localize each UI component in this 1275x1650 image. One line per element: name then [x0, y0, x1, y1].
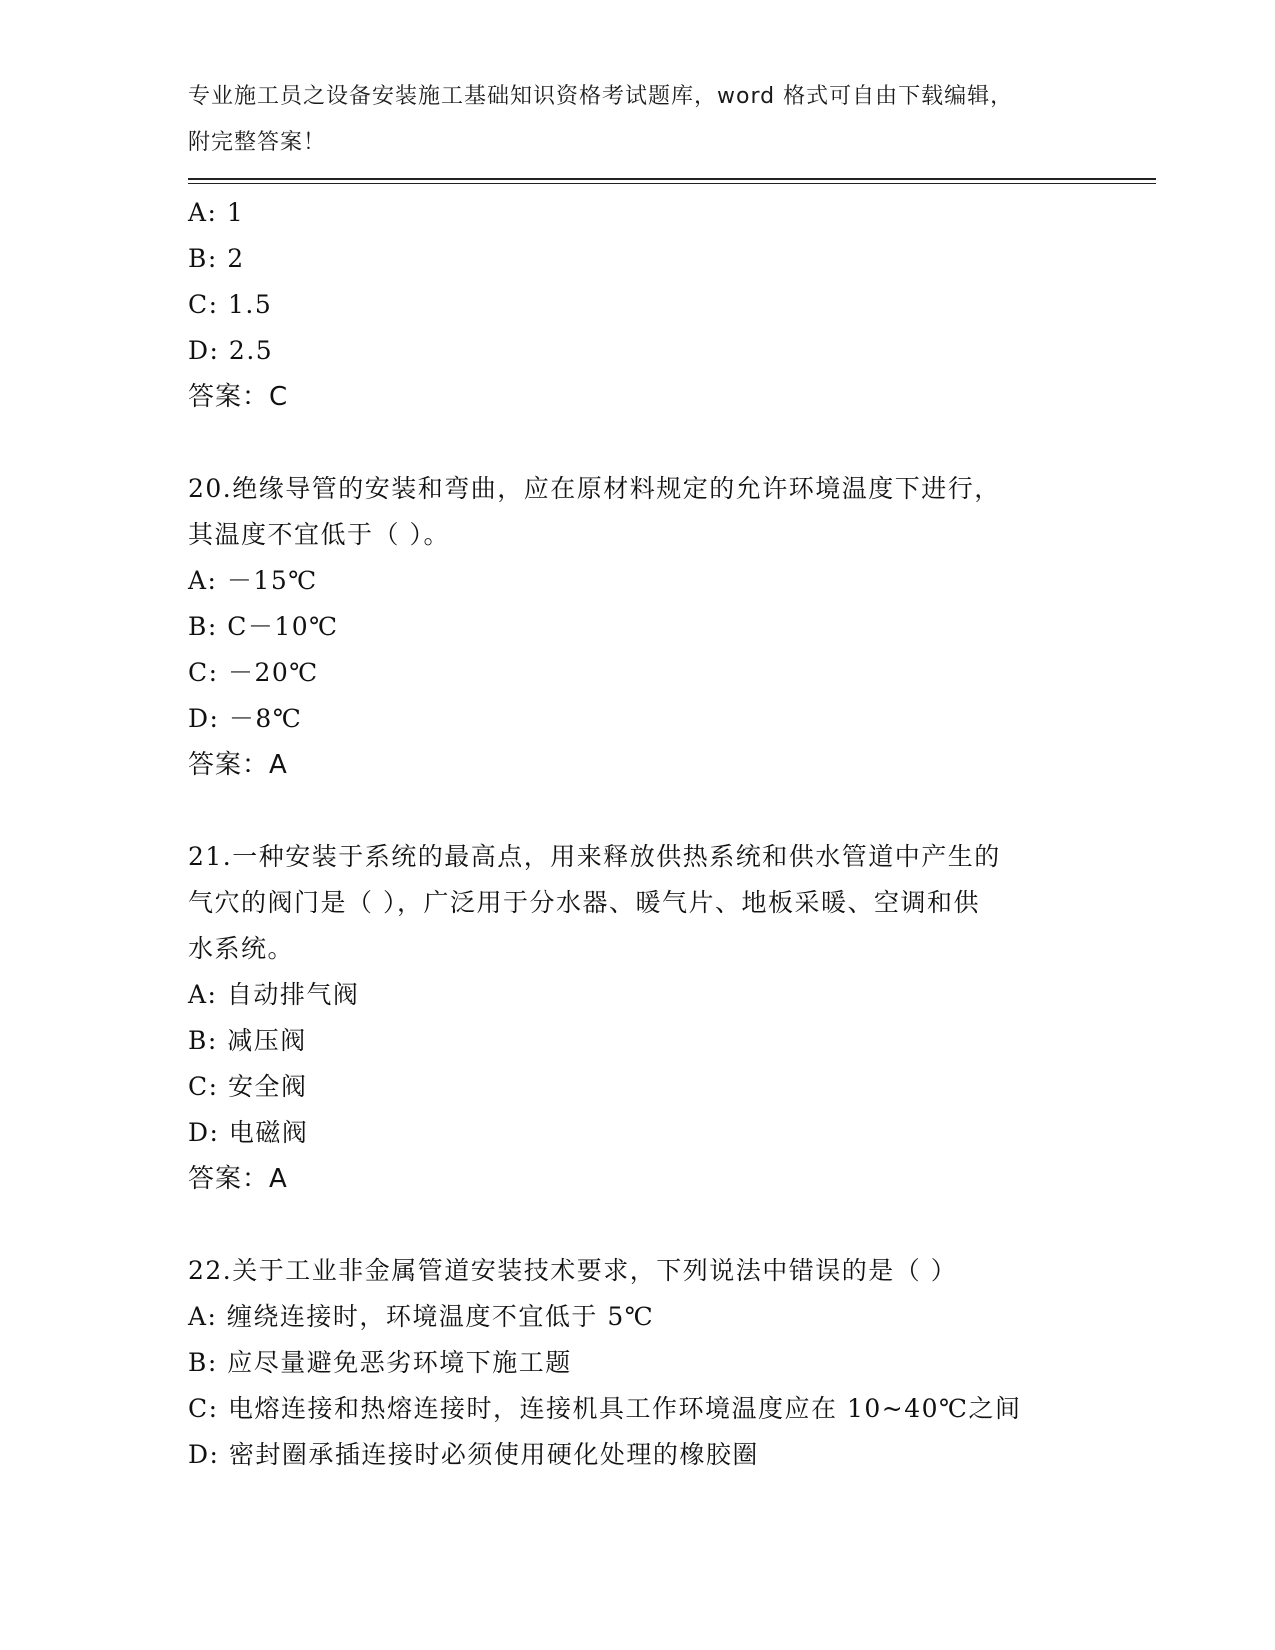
question-stem-line: 水系统。 [188, 934, 295, 963]
question-20 [188, 466, 1088, 788]
header-divider-thick [188, 178, 1156, 180]
option-b: B: 减压阀 [188, 1026, 307, 1055]
header-divider-thin [188, 183, 1156, 184]
header-line-1: 专业施工员之设备安装施工基础知识资格考试题库，word 格式可自由下载编辑， [188, 84, 1014, 109]
question-stem-line: 其温度不宜低于（ ）。 [188, 520, 450, 549]
question-stem-line: 22.关于工业非金属管道安装技术要求，下列说法中错误的是（ ） [188, 1256, 958, 1285]
spacer [188, 1202, 1088, 1248]
document-header [188, 74, 1088, 166]
option-a: A: 缠绕连接时，环境温度不宜低于 5℃ [188, 1302, 655, 1331]
option-b: B: 应尽量避免恶劣环境下施工题 [188, 1348, 572, 1377]
option-a: A: 自动排气阀 [188, 980, 360, 1009]
answer: 答案：C [188, 382, 289, 412]
question-stem-line: 20.绝缘导管的安装和弯曲，应在原材料规定的允许环境温度下进行， [188, 474, 1001, 503]
question-stem-line: 21.一种安装于系统的最高点，用来释放供热系统和供水管道中产生的 [188, 842, 1001, 871]
option-d: D: 密封圈承插连接时必须使用硬化处理的橡胶圈 [188, 1440, 759, 1469]
question-21 [188, 834, 1088, 1202]
question-list [188, 190, 1088, 1478]
spacer [188, 420, 1088, 466]
option-b: B: C－10℃ [188, 612, 339, 641]
option-c: C: －20℃ [188, 658, 319, 687]
question-stem-line: 气穴的阀门是（ ），广泛用于分水器、暖气片、地板采暖、空调和供 [188, 888, 980, 917]
option-a: A: 1 [188, 198, 245, 227]
question-22 [188, 1248, 1088, 1478]
option-d: D: －8℃ [188, 704, 303, 733]
option-c: C: 安全阀 [188, 1072, 308, 1101]
option-a: A: －15℃ [188, 566, 318, 595]
option-c: C: 1.5 [188, 290, 273, 319]
header-line-2: 附完整答案！ [188, 130, 327, 155]
answer: 答案：A [188, 1164, 288, 1194]
answer: 答案：A [188, 750, 288, 780]
question-19 [188, 190, 1088, 420]
spacer [188, 788, 1088, 834]
option-d: D: 2.5 [188, 336, 274, 365]
option-d: D: 电磁阀 [188, 1118, 309, 1147]
option-c: C: 电熔连接和热熔连接时，连接机具工作环境温度应在 10~40℃之间 [188, 1394, 1022, 1423]
option-b: B: 2 [188, 244, 245, 273]
